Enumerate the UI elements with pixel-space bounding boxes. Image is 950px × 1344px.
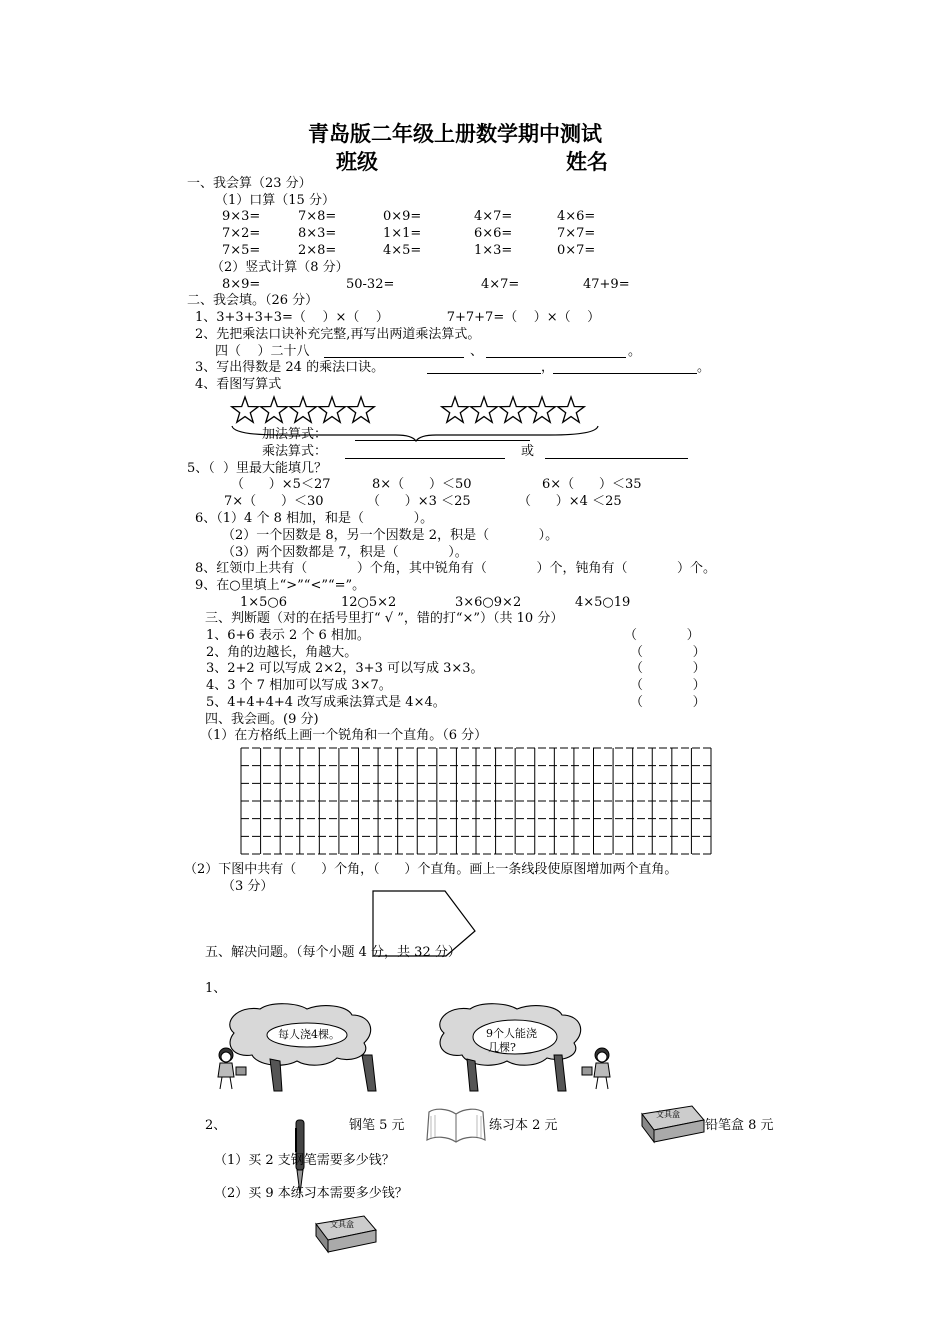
question-2-5: 5、（ ）里最大能填几？ — [187, 461, 328, 476]
section-1-sub1: （1）口算（15 分） — [215, 193, 335, 208]
pencil-box-price: 铅笔盒 8 元 — [705, 1118, 774, 1133]
judge-item: 5、4+4+4+4 改写成乘法算式是 4×4。 — [206, 695, 446, 710]
section-5-heading: 五、解决问题。（每个小题 4 分，共 32 分） — [205, 945, 461, 960]
oral-calc-item: 9×3= — [222, 209, 261, 224]
compare-item: 3×6○9×2 — [455, 595, 522, 610]
section-4-heading: 四、我会画。(9 分) — [205, 712, 319, 727]
pencil-box-logo: 文具盒 — [656, 1110, 680, 1119]
question-2-2-line: 四（ ）二十八 — [215, 344, 310, 359]
compare-item: 1×5○6 — [240, 595, 288, 610]
pen-price: 钢笔 5 元 — [349, 1118, 405, 1133]
class-label: 班级 — [336, 149, 378, 174]
star-icon — [471, 397, 498, 422]
oral-calc-item: 4×5= — [383, 243, 422, 258]
judge-paren[interactable]: （ ） — [630, 678, 706, 693]
compare-item: 4×5○19 — [575, 595, 631, 610]
end-mark: 。 — [697, 360, 711, 375]
question-2-9: 9、在○里填上“>”“<”“=”。 — [195, 578, 366, 593]
oral-calc-item: 7×2= — [222, 226, 261, 241]
question-2-4: 4、看图写算式 — [195, 377, 282, 392]
notebook-icon — [425, 1106, 487, 1146]
notebook-price: 练习本 2 元 — [489, 1118, 558, 1133]
question-2-6-1: 6、（1）4 个 8 相加，和是（ ）。 — [195, 511, 434, 526]
question-5-2-2: （2）买 9 本练习本需要多少钱？ — [214, 1186, 408, 1201]
pencil-box-icon — [312, 1212, 378, 1254]
judge-item: 1、6+6 表示 2 个 6 相加。 — [206, 628, 370, 643]
fill-item: （ ）×3 ＜25 — [367, 494, 471, 509]
question-2-6-2: （2）一个因数是 8，另一个因数是 2，积是（ ）。 — [222, 528, 559, 543]
separator: 、 — [470, 344, 484, 359]
vertical-calc-item: 8×9= — [222, 277, 261, 292]
star-icon — [529, 397, 556, 422]
question-2-6-3: （3）两个因数都是 7，积是（ ）。 — [222, 545, 468, 560]
fill-item: 7×（ ）＜30 — [224, 494, 324, 509]
oral-calc-item: 7×7= — [557, 226, 596, 241]
vertical-calc-item: 4×7= — [481, 277, 520, 292]
judge-paren[interactable]: （ ） — [624, 628, 700, 643]
section-2-heading: 二、我会填。（26 分） — [187, 293, 319, 308]
trees-illustration — [212, 1003, 618, 1095]
star-icon — [500, 397, 527, 422]
star-icon — [442, 397, 469, 422]
question-2-3: 3、写出得数是 24 的乘法口诀。 — [195, 360, 385, 375]
judge-paren[interactable]: （ ） — [630, 695, 706, 710]
question-5-2-1: （1）买 2 支钢笔需要多少钱？ — [214, 1153, 395, 1168]
answer-blank[interactable] — [345, 458, 505, 459]
judge-item: 3、2+2 可以写成 2×2，3+3 可以写成 3×3。 — [206, 661, 484, 676]
end-mark: 。 — [628, 344, 642, 359]
speech-bubble-2-line2: 几棵? — [488, 1041, 516, 1054]
fill-item: 8×（ ）＜50 — [372, 477, 472, 492]
addition-label: 加法算式： — [262, 427, 328, 442]
pencil-box-logo: 文具盒 — [330, 1220, 354, 1229]
oral-calc-item: 1×1= — [383, 226, 422, 241]
section-1-sub2: （2）竖式计算（8 分） — [211, 260, 349, 275]
section-1-heading: 一、我会算（23 分） — [187, 176, 312, 191]
judge-item: 2、角的边越长，角越大。 — [206, 645, 358, 660]
oral-calc-item: 0×9= — [383, 209, 422, 224]
judge-paren[interactable]: （ ） — [630, 645, 706, 660]
grid-paper[interactable] — [240, 747, 712, 855]
question-2-1: 1、3+3+3+3=（ ）×（ ） 7+7+7=（ ）×（ ） — [195, 310, 601, 325]
judge-paren[interactable]: （ ） — [630, 661, 706, 676]
star-icon — [261, 397, 288, 422]
answer-blank[interactable] — [324, 357, 464, 358]
answer-blank[interactable] — [355, 440, 530, 441]
speech-bubble-2-line1: 9个人能浇 — [486, 1027, 537, 1040]
judge-item: 4、3 个 7 相加可以写成 3×7。 — [206, 678, 392, 693]
question-5-1-number: 1、 — [205, 981, 227, 996]
fill-item: 6×（ ）＜35 — [542, 477, 642, 492]
star-icon — [232, 397, 259, 422]
oral-calc-item: 4×6= — [557, 209, 596, 224]
speech-bubble-1: 每人浇4棵。 — [278, 1028, 340, 1041]
answer-blank[interactable] — [427, 373, 541, 374]
section-4-sub1: （1）在方格纸上画一个锐角和一个直角。（6 分） — [200, 728, 488, 743]
answer-blank[interactable] — [486, 357, 626, 358]
section-3-heading: 三、判断题（对的在括号里打“ √ ”，错的打“×”）（共 10 分） — [205, 611, 564, 626]
page-title: 青岛版二年级上册数学期中测试 — [308, 121, 602, 146]
oral-calc-item: 7×8= — [298, 209, 337, 224]
question-2-2: 2、先把乘法口诀补充完整,再写出两道乘法算式。 — [195, 327, 481, 342]
multiplication-label: 乘法算式： — [262, 444, 328, 459]
vertical-calc-item: 47+9= — [583, 277, 630, 292]
fill-item: （ ）×5＜27 — [231, 477, 331, 492]
fill-item: （ ）×4 ＜25 — [518, 494, 622, 509]
oral-calc-item: 8×3= — [298, 226, 337, 241]
or-label: 或 — [521, 444, 535, 459]
star-icon — [558, 397, 585, 422]
oral-calc-item: 7×5= — [222, 243, 261, 258]
star-icon — [290, 397, 317, 422]
separator: ， — [541, 360, 555, 375]
oral-calc-item: 0×7= — [557, 243, 596, 258]
oral-calc-item: 1×3= — [474, 243, 513, 258]
oral-calc-item: 6×6= — [474, 226, 513, 241]
question-2-8: 8、红领巾上共有（ ）个角，其中锐角有（ ）个，钝角有（ ）个。 — [195, 561, 717, 576]
star-icon — [319, 397, 346, 422]
answer-blank[interactable] — [545, 458, 688, 459]
section-4-sub2: （2）下图中共有（ ）个角，（ ）个直角。画上一条线段使原图增加两个直角。 — [184, 862, 678, 877]
oral-calc-item: 4×7= — [474, 209, 513, 224]
answer-blank[interactable] — [553, 373, 697, 374]
name-label: 姓名 — [566, 149, 608, 174]
vertical-calc-item: 50-32= — [346, 277, 395, 292]
oral-calc-item: 2×8= — [298, 243, 337, 258]
question-5-2-number: 2、 — [205, 1118, 227, 1133]
star-icon — [348, 397, 375, 422]
compare-item: 12○5×2 — [341, 595, 397, 610]
section-4-sub2-score: （3 分） — [222, 879, 274, 894]
